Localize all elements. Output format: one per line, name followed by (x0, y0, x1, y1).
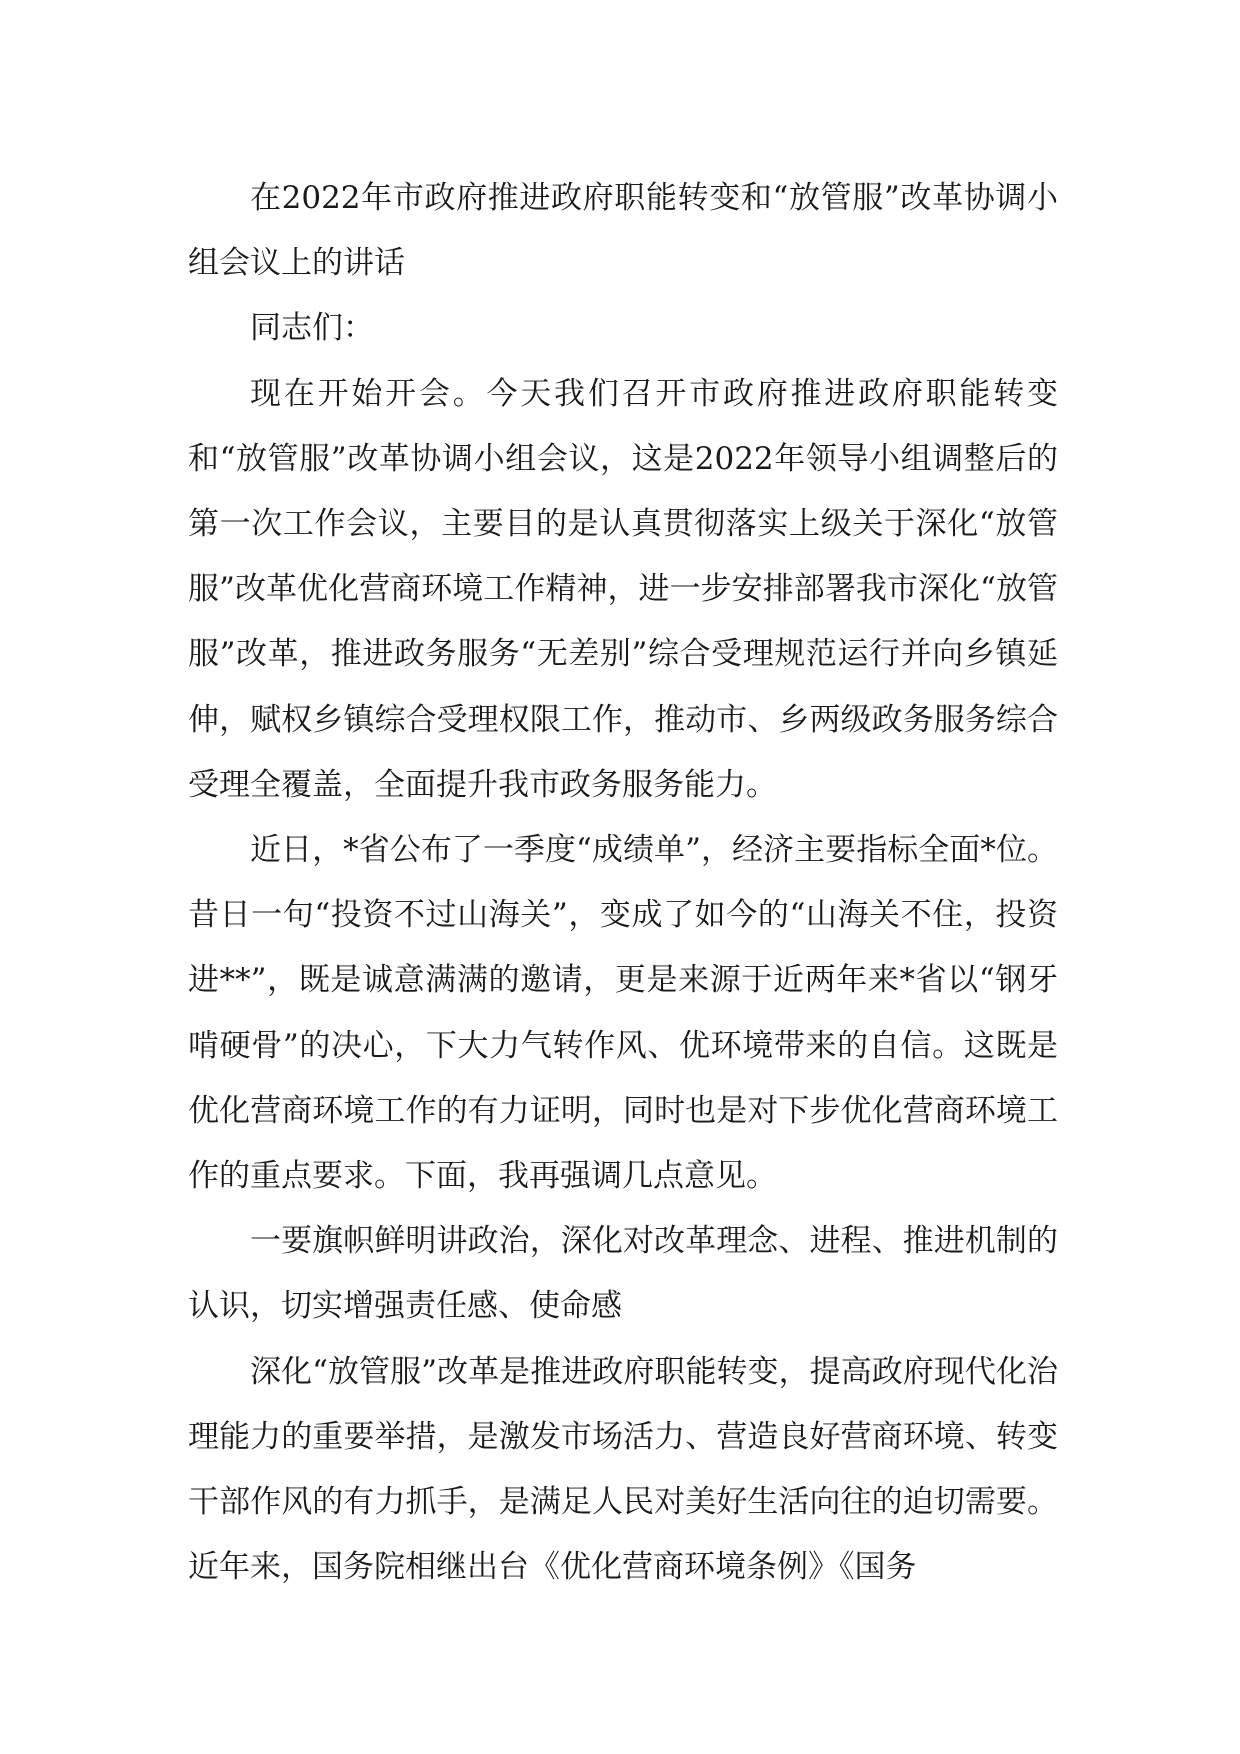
section-heading-one: 一要旗帜鲜明讲政治，深化对改革理念、进程、推进机制的认识，切实增强责任感、使命感 (188, 1223, 1058, 1325)
paragraph-reform-significance: 深化“放管服”改革是推进政府职能转变，提高政府现代化治理能力的重要举措，是激发市场活力、营造良好营商环境、转变干部作风的有力抓手，是满足人民对美好生活向往的迫切需要。近年来，国务院相继出台《优化营商环境条例》《国务 (188, 1353, 1058, 1586)
document-body (188, 166, 1058, 1600)
paragraph-opening: 现在开始开会。今天我们召开市政府推进政府职能转变和“放管服”改革协调小组会议，这是2022年领导小组调整后的第一次工作会议，主要目的是认真贯彻落实上级关于深化“放管服”改革优化营商环境工作精神，进一步安排部署我市深化“放管服”改革，推进政务服务“无差别”综合受理规范运行并向乡镇延伸，赋权乡镇综合受理权限工作，推动市、乡两级政务服务综合受理全覆盖，全面提升我市政务服务能力。 (188, 375, 1058, 803)
document-title: 在2022年市政府推进政府职能转变和“放管服”改革协调小组会议上的讲话 (188, 180, 1058, 282)
paragraph-report-card: 近日，*省公布了一季度“成绩单”，经济主要指标全面*位。昔日一句“投资不过山海关”，变成了如今的“山海关不住，投资进**”，既是诚意满满的邀请，更是来源于近两年来*省以“钢牙啃硬骨”的决心，下大力气转作风、优环境带来的自信。这既是优化营商环境工作的有力证明，同时也是对下步优化营商环境工作的重点要求。下面，我再强调几点意见。 (188, 832, 1058, 1195)
salutation: 同志们： (250, 310, 374, 347)
